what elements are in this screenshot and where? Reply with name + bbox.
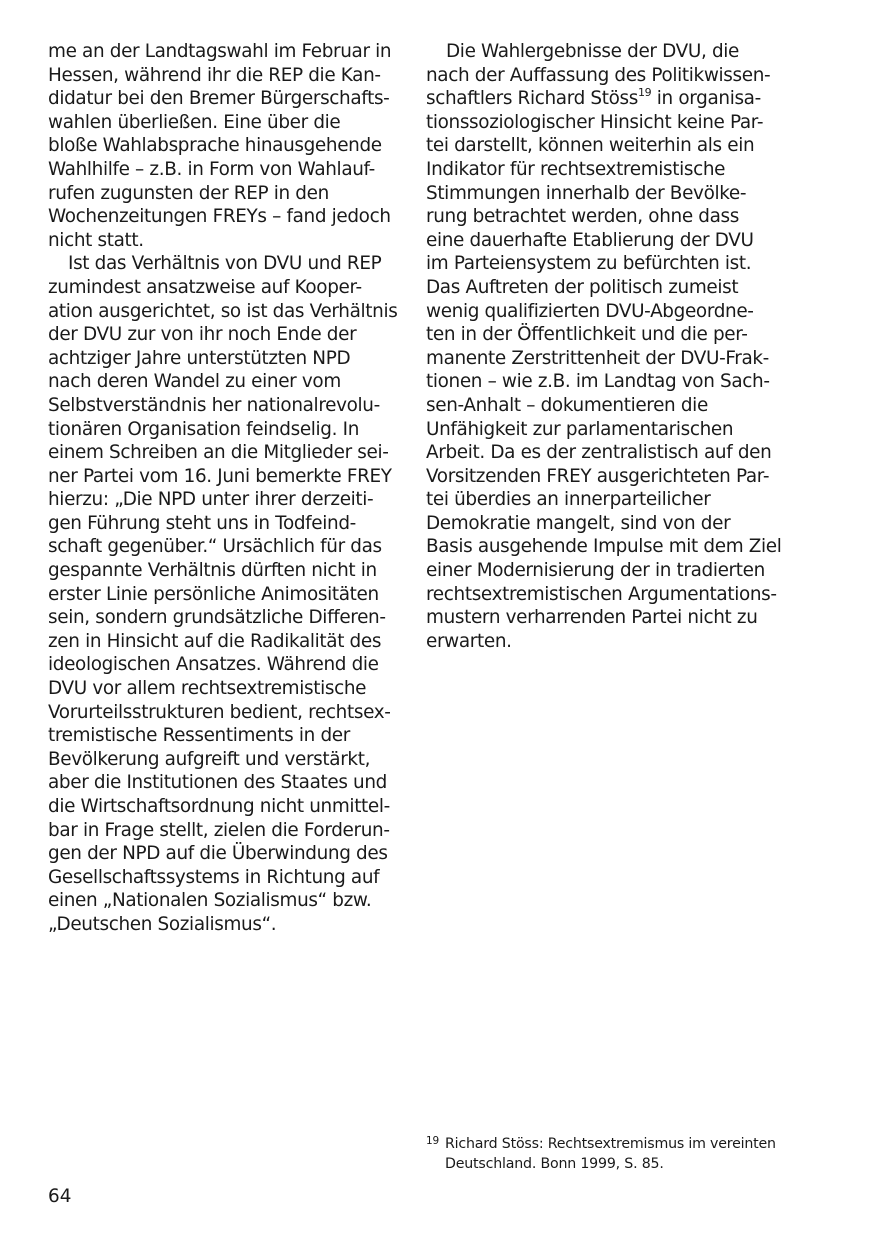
- text-line: mustern verharrenden Partei nicht zu: [426, 607, 758, 629]
- text-line: Selbstverständnis her nationalrevolu-: [48, 394, 380, 416]
- text-line: ner Partei vom 16. Juni bemerkte FREY: [48, 465, 392, 487]
- text-line: Arbeit. Da es der zentralistisch auf den: [426, 442, 772, 464]
- text-line: „Deutschen Sozialismus“.: [48, 913, 277, 935]
- text-line: schaft gegenüber.“ Ursächlich für das: [48, 536, 382, 558]
- text-line: wahlen überließen. Eine über die: [48, 111, 341, 133]
- text-line: die Wirtschaftsordnung nicht unmittel-: [48, 796, 390, 817]
- text-line: rung betrachtet werden, ohne dass: [426, 206, 739, 228]
- text-segment: schaftlers Richard Stöss: [426, 88, 638, 110]
- text-line: DVU vor allem rechtsextremistische: [48, 678, 367, 700]
- text-line: Wahlhilfe – z.B. in Form von Wahlauf-: [48, 158, 375, 180]
- text-line: ation ausgerichtet, so ist das Verhältnis: [48, 300, 398, 322]
- footnote-text-line: Richard Stöss: Rechtsextremismus im vereinten: [445, 1136, 776, 1152]
- text-line: nach deren Wandel zu einer vom: [48, 371, 341, 393]
- text-line: einer Modernisierung der in tradierten: [426, 560, 765, 582]
- text-line: tionssoziologischer Hinsicht keine Par-: [426, 111, 764, 133]
- text-line: erwarten.: [426, 630, 512, 652]
- text-line: Indikator für rechtsextremistische: [426, 158, 726, 180]
- text-line: gen Führung steht uns in Todfeind-: [48, 512, 356, 534]
- text-line: gespannte Verhältnis dürften nicht in: [48, 560, 377, 582]
- text-line: me an der Landtagswahl im Februar in: [48, 41, 392, 62]
- text-line: zen in Hinsicht auf die Radikalität des: [48, 630, 382, 652]
- text-line: Unfähigkeit zur parlamentarischen: [426, 418, 734, 440]
- text-line: ideologischen Ansatzes. Während die: [48, 654, 379, 676]
- text-line: Basis ausgehende Impulse mit dem Ziel: [426, 536, 782, 558]
- text-line: manente Zerstrittenheit der DVU-Frak-: [426, 347, 769, 369]
- text-line: gen der NPD auf die Überwindung des: [48, 843, 388, 865]
- footnote-number: 19: [426, 1135, 439, 1147]
- text-line: Bevölkerung aufgreift und verstärkt,: [48, 748, 371, 770]
- text-line: hierzu: „Die NPD unter ihrer derzeiti-: [48, 489, 374, 511]
- text-line: zumindest ansatzweise auf Kooper-: [48, 276, 362, 298]
- text-line: didatur bei den Bremer Bürgerschafts-: [48, 88, 390, 110]
- page-number: 64: [48, 1186, 72, 1207]
- text-line-with-footnote-ref: [426, 87, 778, 111]
- text-line: nach der Auffassung des Politikwissen-: [426, 64, 771, 86]
- text-line: wenig qualifizierten DVU-Abgeordne-: [426, 300, 754, 322]
- footnote-text-line: Deutschland. Bonn 1999, S. 85.: [445, 1156, 664, 1172]
- text-line: eine dauerhafte Etablierung der DVU: [426, 229, 754, 251]
- left-text-column: [48, 40, 398, 937]
- text-line: tionen – wie z.B. im Landtag von Sach-: [426, 371, 770, 393]
- text-line: einem Schreiben an die Mitglieder sei-: [48, 442, 389, 464]
- text-line: sein, sondern grundsätzliche Differen-: [48, 607, 386, 629]
- text-line: tionären Organisation feindselig. In: [48, 418, 360, 440]
- text-line: tremistische Ressentiments in der: [48, 725, 350, 747]
- text-line: tei überdies an innerparteilicher: [426, 489, 711, 511]
- right-text-column: [426, 40, 782, 653]
- text-segment: in organisa-: [651, 88, 761, 110]
- text-line: aber die Institutionen des Staates und: [48, 772, 387, 794]
- text-line: Hessen, während ihr die REP die Kan-: [48, 64, 381, 86]
- text-line: Demokratie mangelt, sind von der: [426, 512, 731, 534]
- text-line: sen-Anhalt – dokumentieren die: [426, 394, 708, 416]
- text-line: achtziger Jahre unterstützten NPD: [48, 347, 351, 369]
- text-line: bar in Frage stellt, zielen die Forderun-: [48, 819, 390, 841]
- paragraph-start-line: Die Wahlergebnisse der DVU, die: [446, 41, 739, 62]
- text-line: Das Auftreten der politisch zumeist: [426, 276, 739, 298]
- text-line: im Parteiensystem zu befürchten ist.: [426, 253, 752, 275]
- text-line: ten in der Öffentlichkeit und die per-: [426, 324, 748, 346]
- text-line: der DVU zur von ihr noch Ende der: [48, 324, 357, 346]
- text-line: erster Linie persönliche Animositäten: [48, 583, 379, 605]
- footnote: [426, 1134, 806, 1174]
- text-line: Gesellschaftssystems in Richtung auf: [48, 866, 380, 888]
- text-line: nicht statt.: [48, 229, 144, 251]
- text-line: rechtsextremistischen Argumentations-: [426, 583, 777, 605]
- text-line: Wochenzeitungen FREYs – fand jedoch: [48, 206, 391, 228]
- text-line: Vorsitzenden FREY ausgerichteten Par-: [426, 465, 770, 487]
- paragraph-start-line: Ist das Verhältnis von DVU und REP: [68, 253, 382, 275]
- footnote-reference: 19: [637, 86, 652, 100]
- text-line: einen „Nationalen Sozialismus“ bzw.: [48, 890, 372, 912]
- text-line: bloße Wahlabsprache hinausgehende: [48, 135, 382, 157]
- text-line: Stimmungen innerhalb der Bevölke-: [426, 182, 747, 204]
- text-line: rufen zugunsten der REP in den: [48, 182, 329, 204]
- text-line: Vorurteilsstrukturen bedient, rechtsex-: [48, 701, 391, 723]
- text-line: tei darstellt, können weiterhin als ein: [426, 135, 755, 157]
